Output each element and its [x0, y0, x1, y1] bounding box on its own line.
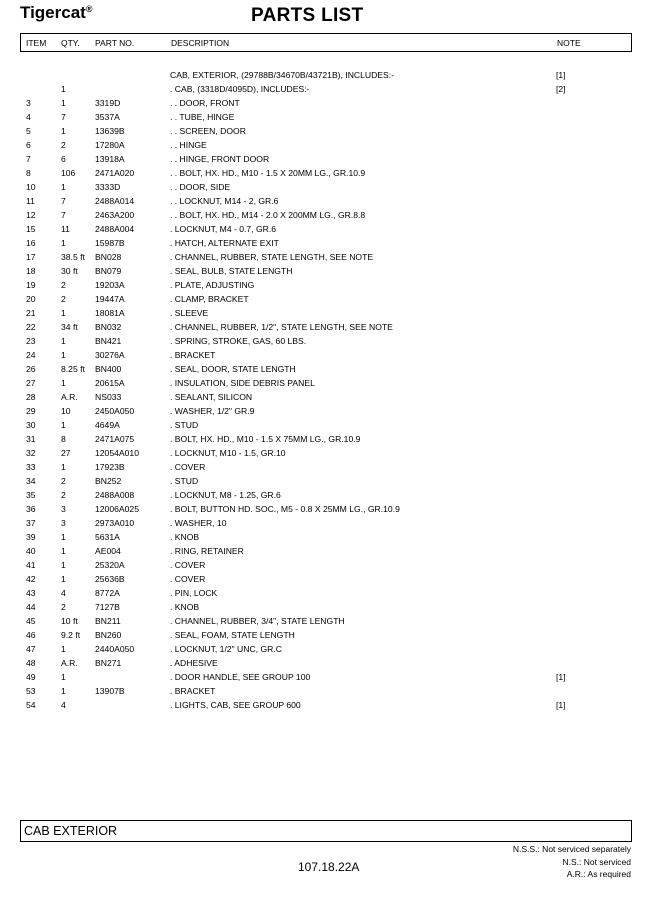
- cell-description: . PIN, LOCK: [170, 588, 218, 598]
- cell-description: . . HINGE: [170, 140, 207, 150]
- cell-quantity: 10 ft: [61, 616, 78, 626]
- cell-part-number: 18081A: [95, 308, 125, 318]
- table-row: [0, 461, 646, 475]
- table-row: [0, 433, 646, 447]
- cell-quantity: A.R.: [61, 658, 78, 668]
- cell-description: . . HINGE, FRONT DOOR: [170, 154, 270, 164]
- table-row: [0, 475, 646, 489]
- table-row: [0, 349, 646, 363]
- cell-item-number: 34: [26, 476, 36, 486]
- cell-item-number: 28: [26, 392, 36, 402]
- cell-quantity: 1: [61, 182, 66, 192]
- cell-description: . COVER: [170, 462, 206, 472]
- table-row: [0, 685, 646, 699]
- cell-quantity: 8.25 ft: [61, 364, 85, 374]
- cell-part-number: 8772A: [95, 588, 120, 598]
- cell-item-number: 19: [26, 280, 36, 290]
- table-row: [0, 363, 646, 377]
- cell-item-number: 24: [26, 350, 36, 360]
- table-row: [0, 545, 646, 559]
- cell-part-number: AE004: [95, 546, 121, 556]
- cell-item-number: 3: [26, 98, 31, 108]
- table-row: [0, 195, 646, 209]
- cell-quantity: 106: [61, 168, 76, 178]
- cell-note: [1]: [556, 672, 566, 682]
- cell-item-number: 31: [26, 434, 36, 444]
- cell-part-number: 2488A004: [95, 224, 135, 234]
- cell-quantity: 10: [61, 406, 71, 416]
- cell-note: [1]: [556, 700, 566, 710]
- cell-quantity: 8: [61, 434, 66, 444]
- cell-item-number: 11: [26, 196, 35, 206]
- cell-part-number: 2488A014: [95, 196, 135, 206]
- cell-part-number: 19447A: [95, 294, 125, 304]
- cell-part-number: NS033: [95, 392, 122, 402]
- cell-description: . CHANNEL, RUBBER, STATE LENGTH, SEE NOTE: [170, 252, 374, 262]
- cell-quantity: 1: [61, 84, 66, 94]
- cell-part-number: 2463A200: [95, 210, 135, 220]
- table-row: [0, 489, 646, 503]
- cell-part-number: 3319D: [95, 98, 121, 108]
- section-title: CAB EXTERIOR: [24, 824, 118, 838]
- cell-part-number: 2450A050: [95, 406, 135, 416]
- cell-item-number: 7: [26, 154, 31, 164]
- cell-item-number: 15: [26, 224, 36, 234]
- cell-quantity: 2: [61, 490, 66, 500]
- cell-description: . CAB, (3318D/4095D), INCLUDES:-: [170, 84, 310, 94]
- table-row: [0, 699, 646, 713]
- abbreviation-legend: [513, 843, 631, 881]
- cell-part-number: 7127B: [95, 602, 120, 612]
- cell-part-number: 13918A: [95, 154, 125, 164]
- cell-quantity: 6: [61, 154, 66, 164]
- table-row: [0, 391, 646, 405]
- cell-description: . KNOB: [170, 602, 200, 612]
- cell-item-number: 39: [26, 532, 36, 542]
- cell-description: . COVER: [170, 560, 206, 570]
- section-footer: [20, 820, 632, 842]
- cell-item-number: 47: [26, 644, 36, 654]
- cell-quantity: 1: [61, 672, 66, 682]
- table-row: [0, 447, 646, 461]
- table-row: [0, 237, 646, 251]
- table-row: [0, 153, 646, 167]
- cell-description: . CHANNEL, RUBBER, 1/2", STATE LENGTH, SEE NOTE: [170, 322, 393, 332]
- cell-description: . BRACKET: [170, 350, 216, 360]
- table-row: [0, 83, 646, 97]
- table-row: [0, 419, 646, 433]
- cell-quantity: 1: [61, 378, 66, 388]
- column-header-item: ITEM: [26, 38, 47, 48]
- table-row: [0, 279, 646, 293]
- table-row: [0, 181, 646, 195]
- cell-part-number: 15987B: [95, 238, 125, 248]
- cell-item-number: 27: [26, 378, 36, 388]
- cell-part-number: BN032: [95, 322, 122, 332]
- cell-part-number: 12006A025: [95, 504, 139, 514]
- table-row: [0, 573, 646, 587]
- cell-part-number: 2440A050: [95, 644, 135, 654]
- cell-quantity: 1: [61, 644, 66, 654]
- cell-item-number: 26: [26, 364, 36, 374]
- cell-quantity: 4: [61, 588, 66, 598]
- cell-item-number: 53: [26, 686, 36, 696]
- column-header-description: DESCRIPTION: [171, 38, 230, 48]
- cell-description: . BOLT, BUTTON HD. SOC., M5 - 0.8 X 25MM LG., GR.10.9: [170, 504, 400, 514]
- cell-item-number: 41: [26, 560, 36, 570]
- table-row: [0, 643, 646, 657]
- legend-line: N.S.S.: Not serviced separately: [512, 844, 631, 854]
- cell-part-number: 2471A075: [95, 434, 135, 444]
- cell-note: [2]: [556, 84, 566, 94]
- cell-item-number: 5: [26, 126, 31, 136]
- cell-part-number: BN400: [95, 364, 122, 374]
- cell-description: . WASHER, 1/2" GR.9: [170, 406, 255, 416]
- cell-quantity: 27: [61, 448, 71, 458]
- cell-item-number: 22: [26, 322, 36, 332]
- cell-description: . SEAL, FOAM, STATE LENGTH: [170, 630, 295, 640]
- cell-description: . . BOLT, HX. HD., M14 - 2.0 X 200MM LG., GR.8.8: [170, 210, 366, 220]
- table-row: [0, 405, 646, 419]
- table-row: [0, 69, 646, 83]
- cell-note: [1]: [556, 70, 566, 80]
- cell-quantity: 7: [61, 196, 66, 206]
- cell-quantity: 1: [61, 336, 66, 346]
- cell-item-number: 35: [26, 490, 36, 500]
- cell-item-number: 10: [26, 182, 36, 192]
- column-header-note: NOTE: [557, 38, 581, 48]
- cell-quantity: 9.2 ft: [61, 630, 81, 640]
- cell-quantity: 34 ft: [61, 322, 78, 332]
- table-row: [0, 615, 646, 629]
- cell-part-number: 2471A020: [95, 168, 135, 178]
- table-row: [0, 377, 646, 391]
- cell-quantity: 1: [61, 350, 66, 360]
- cell-quantity: A.R.: [61, 392, 78, 402]
- cell-item-number: 6: [26, 140, 31, 150]
- table-row: [0, 629, 646, 643]
- cell-part-number: 12054A010: [95, 448, 139, 458]
- cell-quantity: 2: [61, 294, 66, 304]
- cell-item-number: 32: [26, 448, 36, 458]
- cell-item-number: 54: [26, 700, 36, 710]
- cell-description: . . BOLT, HX. HD., M10 - 1.5 X 20MM LG., GR.10.9: [170, 168, 366, 178]
- cell-quantity: 1: [61, 546, 66, 556]
- cell-part-number: 19203A: [95, 280, 125, 290]
- cell-quantity: 1: [61, 560, 66, 570]
- cell-description: . COVER: [170, 574, 206, 584]
- cell-quantity: 2: [61, 140, 66, 150]
- cell-part-number: 25636B: [95, 574, 125, 584]
- cell-part-number: 17923B: [95, 462, 125, 472]
- cell-part-number: BN260: [95, 630, 122, 640]
- cell-part-number: 30276A: [95, 350, 125, 360]
- cell-quantity: 4: [61, 700, 66, 710]
- cell-description: . KNOB: [170, 532, 200, 542]
- cell-item-number: 43: [26, 588, 36, 598]
- cell-description: . WASHER, 10: [170, 518, 227, 528]
- table-row: [0, 139, 646, 153]
- cell-item-number: 30: [26, 420, 36, 430]
- cell-description: . RING, RETAINER: [170, 546, 244, 556]
- cell-part-number: 2488A008: [95, 490, 135, 500]
- column-header-part-number: PART NO.: [95, 38, 135, 48]
- cell-item-number: 42: [26, 574, 36, 584]
- table-row: [0, 167, 646, 181]
- table-row: [0, 307, 646, 321]
- cell-description: . STUD: [170, 420, 199, 430]
- cell-quantity: 1: [61, 420, 66, 430]
- cell-item-number: 17: [26, 252, 36, 262]
- cell-part-number: BN271: [95, 658, 122, 668]
- cell-description: . HATCH, ALTERNATE EXIT: [170, 238, 279, 248]
- table-row: [0, 321, 646, 335]
- cell-description: . CLAMP, BRACKET: [170, 294, 249, 304]
- cell-description: . LOCKNUT, M8 - 1.25, GR.6: [170, 490, 281, 500]
- cell-item-number: 23: [26, 336, 36, 346]
- cell-quantity: 1: [61, 686, 66, 696]
- cell-description: . SLEEVE: [170, 308, 209, 318]
- column-header-qty: QTY.: [61, 38, 80, 48]
- table-row: [0, 601, 646, 615]
- table-row: [0, 125, 646, 139]
- cell-item-number: 48: [26, 658, 36, 668]
- table-header: [20, 33, 632, 52]
- cell-part-number: BN079: [95, 266, 122, 276]
- cell-item-number: 21: [26, 308, 36, 318]
- table-row: [0, 517, 646, 531]
- cell-part-number: BN421: [95, 336, 122, 346]
- cell-item-number: 44: [26, 602, 36, 612]
- cell-item-number: 40: [26, 546, 36, 556]
- cell-part-number: 2973A010: [95, 518, 135, 528]
- cell-description: . SEALANT, SILICON: [170, 392, 253, 402]
- cell-description: . . SCREEN, DOOR: [170, 126, 246, 136]
- cell-description: . BRACKET: [170, 686, 216, 696]
- cell-quantity: 1: [61, 462, 66, 472]
- cell-description: . SPRING, STROKE, GAS, 60 LBS.: [170, 336, 307, 346]
- table-row: [0, 671, 646, 685]
- cell-item-number: 49: [26, 672, 36, 682]
- table-row: [0, 111, 646, 125]
- cell-quantity: 30 ft: [61, 266, 78, 276]
- cell-description: . LOCKNUT, 1/2" UNC, GR.C: [170, 644, 282, 654]
- table-row: [0, 251, 646, 265]
- cell-description: CAB, EXTERIOR, (29788B/34670B/43721B), INCLUDES:-: [170, 70, 395, 80]
- cell-part-number: 17280A: [95, 140, 125, 150]
- cell-description: . . DOOR, SIDE: [170, 182, 231, 192]
- cell-description: . BOLT, HX. HD., M10 - 1.5 X 75MM LG., GR.10.9: [170, 434, 361, 444]
- cell-item-number: 33: [26, 462, 36, 472]
- cell-item-number: 4: [26, 112, 31, 122]
- registered-mark: ®: [85, 4, 93, 14]
- cell-quantity: 2: [61, 280, 66, 290]
- cell-item-number: 16: [26, 238, 36, 248]
- legend-line: A.R.: As required: [566, 869, 631, 879]
- cell-item-number: 29: [26, 406, 36, 416]
- table-row: [0, 335, 646, 349]
- table-row: [0, 97, 646, 111]
- cell-description: . . DOOR, FRONT: [170, 98, 240, 108]
- cell-part-number: 13907B: [95, 686, 125, 696]
- cell-quantity: 1: [61, 98, 66, 108]
- cell-item-number: 20: [26, 294, 36, 304]
- parts-table-body: [0, 69, 646, 713]
- brand-logo: [20, 3, 92, 23]
- cell-quantity: 1: [61, 308, 66, 318]
- cell-part-number: 25320A: [95, 560, 125, 570]
- cell-item-number: 36: [26, 504, 36, 514]
- table-row: [0, 559, 646, 573]
- cell-quantity: 7: [61, 210, 66, 220]
- cell-quantity: 38.5 ft: [61, 252, 85, 262]
- cell-item-number: 46: [26, 630, 36, 640]
- cell-part-number: BN211: [95, 616, 121, 626]
- cell-quantity: 3: [61, 518, 66, 528]
- cell-description: . SEAL, DOOR, STATE LENGTH: [170, 364, 296, 374]
- cell-item-number: 18: [26, 266, 36, 276]
- cell-quantity: 1: [61, 126, 66, 136]
- cell-part-number: 5631A: [95, 532, 120, 542]
- cell-description: . LOCKNUT, M10 - 1.5, GR.10: [170, 448, 286, 458]
- table-row: [0, 587, 646, 601]
- table-row: [0, 293, 646, 307]
- cell-part-number: 13639B: [95, 126, 125, 136]
- table-row: [0, 223, 646, 237]
- cell-description: . LOCKNUT, M4 - 0.7, GR.6: [170, 224, 277, 234]
- cell-quantity: 11: [61, 224, 70, 234]
- cell-quantity: 1: [61, 238, 66, 248]
- cell-part-number: 20615A: [95, 378, 125, 388]
- cell-description: . STUD: [170, 476, 199, 486]
- cell-quantity: 3: [61, 504, 66, 514]
- cell-description: . INSULATION, SIDE DEBRIS PANEL: [170, 378, 315, 388]
- table-row: [0, 503, 646, 517]
- cell-part-number: BN252: [95, 476, 122, 486]
- cell-quantity: 2: [61, 602, 66, 612]
- cell-part-number: 3537A: [95, 112, 120, 122]
- cell-item-number: 45: [26, 616, 36, 626]
- cell-quantity: 1: [61, 574, 66, 584]
- cell-description: . ADHESIVE: [170, 658, 218, 668]
- cell-quantity: 2: [61, 476, 66, 486]
- cell-description: . LIGHTS, CAB, SEE GROUP 600: [170, 700, 301, 710]
- cell-part-number: 4649A: [95, 420, 120, 430]
- legend-line: N.S.: Not serviced: [562, 856, 631, 867]
- cell-description: . PLATE, ADJUSTING: [170, 280, 255, 290]
- cell-description: . . LOCKNUT, M14 - 2, GR.6: [170, 196, 279, 206]
- table-row: [0, 265, 646, 279]
- cell-description: . . TUBE, HINGE: [170, 112, 235, 122]
- cell-part-number: BN028: [95, 252, 122, 262]
- table-row: [0, 209, 646, 223]
- cell-description: . SEAL, BULB, STATE LENGTH: [170, 266, 293, 276]
- table-row: [0, 531, 646, 545]
- cell-quantity: 1: [61, 532, 66, 542]
- cell-part-number: 3333D: [95, 182, 121, 192]
- cell-description: . DOOR HANDLE, SEE GROUP 100: [170, 672, 311, 682]
- brand-name: Tigercat: [20, 3, 86, 22]
- page-title: PARTS LIST: [251, 5, 364, 26]
- table-row: [0, 657, 646, 671]
- cell-item-number: 37: [26, 518, 36, 528]
- cell-description: . CHANNEL, RUBBER, 3/4", STATE LENGTH: [170, 616, 345, 626]
- cell-quantity: 7: [61, 112, 66, 122]
- cell-item-number: 8: [26, 168, 31, 178]
- document-number: 107.18.22A: [298, 860, 360, 874]
- cell-item-number: 12: [26, 210, 36, 220]
